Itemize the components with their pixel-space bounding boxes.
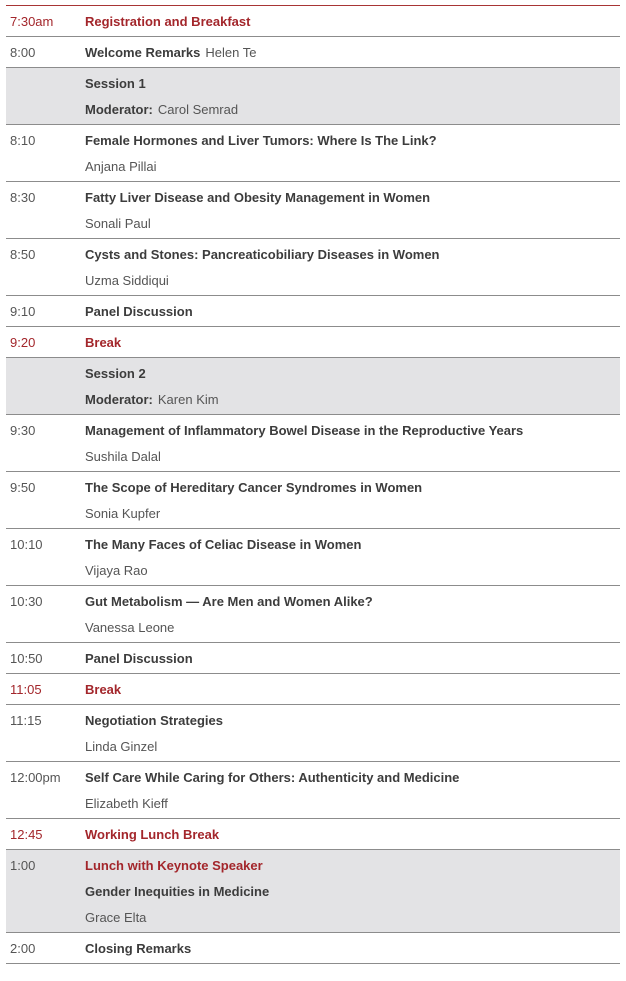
row-title-line	[85, 713, 223, 728]
agenda-row	[6, 125, 620, 182]
row-title-line	[85, 335, 121, 350]
row-title-line	[85, 537, 361, 552]
speaker-name: Sonia Kupfer	[85, 506, 161, 521]
agenda-row	[6, 586, 620, 643]
agenda-row	[6, 6, 620, 37]
row-title-line	[85, 304, 193, 319]
speaker-name: Vanessa Leone	[85, 620, 175, 635]
session-row	[6, 68, 620, 125]
moderator-name: Carol Semrad	[157, 102, 239, 117]
time-label: 10:50	[10, 651, 43, 666]
row-title-line	[85, 133, 437, 148]
agenda-row	[6, 529, 620, 586]
time-label: 11:05	[10, 682, 42, 697]
time-label: 9:20	[10, 335, 36, 350]
row-title-line	[85, 14, 250, 29]
speaker-name: Linda Ginzel	[85, 739, 158, 754]
agenda-row	[6, 819, 620, 850]
session-row	[6, 850, 620, 933]
time-label: 12:00pm	[10, 770, 61, 785]
talk-title: Self Care While Caring for Others: Authenticity and Medicine	[85, 770, 460, 785]
time-label: 8:50	[10, 247, 36, 262]
agenda-row	[6, 705, 620, 762]
agenda-row	[6, 296, 620, 327]
time-label: 10:10	[10, 537, 43, 552]
speaker-name: Grace Elta	[85, 910, 147, 925]
agenda-row	[6, 762, 620, 819]
talk-title: Registration and Breakfast	[85, 14, 251, 29]
agenda-row	[6, 182, 620, 239]
row-detail-line	[85, 392, 219, 407]
time-label: 12:45	[10, 827, 43, 842]
row-title-line	[85, 45, 256, 60]
time-label: 10:30	[10, 594, 43, 609]
talk-title: Lunch with Keynote Speaker	[85, 858, 263, 873]
agenda-row	[6, 37, 620, 68]
row-title-line	[85, 858, 263, 873]
talk-title: Management of Inflammatory Bowel Disease in the Reproductive Years	[85, 423, 524, 438]
session-row	[6, 358, 620, 415]
row-detail-line	[85, 563, 148, 578]
row-title-line	[85, 941, 191, 956]
agenda-row	[6, 674, 620, 705]
time-label: 9:10	[10, 304, 36, 319]
talk-title: The Many Faces of Celiac Disease in Women	[85, 537, 362, 552]
row-detail-line	[85, 884, 269, 899]
talk-title: Welcome Remarks	[85, 45, 201, 60]
row-title-line	[85, 827, 219, 842]
speaker-name: Vijaya Rao	[85, 563, 148, 578]
talk-title: Session 2	[85, 366, 146, 381]
row-title-line	[85, 190, 430, 205]
agenda-row	[6, 472, 620, 529]
speaker-name: Sonali Paul	[85, 216, 151, 231]
speaker-name: Anjana Pillai	[85, 159, 157, 174]
talk-title: Break	[85, 682, 122, 697]
row-detail-line	[85, 910, 146, 925]
row-title-line	[85, 247, 440, 262]
agenda-row	[6, 643, 620, 674]
talk-title: Negotiation Strategies	[85, 713, 223, 728]
agenda-row	[6, 933, 620, 964]
agenda-table	[6, 0, 620, 964]
row-title-line	[85, 594, 373, 609]
row-title-line	[85, 366, 146, 381]
time-label: 8:10	[10, 133, 36, 148]
talk-title: Break	[85, 335, 122, 350]
talk-title: Session 1	[85, 76, 146, 91]
talk-title: The Scope of Hereditary Cancer Syndromes in Women	[85, 480, 423, 495]
agenda-row	[6, 415, 620, 472]
time-label: 8:30	[10, 190, 36, 205]
moderator-label: Moderator:	[85, 102, 153, 117]
agenda-row	[6, 239, 620, 296]
talk-title: Gut Metabolism — Are Men and Women Alike?	[85, 594, 373, 609]
talk-title: Fatty Liver Disease and Obesity Management in Women	[85, 190, 431, 205]
speaker-name: Uzma Siddiqui	[85, 273, 169, 288]
row-detail-line	[85, 273, 169, 288]
row-title-line	[85, 770, 459, 785]
row-detail-line	[85, 739, 157, 754]
moderator-name: Karen Kim	[157, 392, 219, 407]
row-detail-line	[85, 796, 168, 811]
talk-title: Closing Remarks	[85, 941, 192, 956]
row-detail-line	[85, 506, 160, 521]
row-title-line	[85, 76, 146, 91]
row-title-line	[85, 480, 422, 495]
talk-title: Working Lunch Break	[85, 827, 220, 842]
time-label: 9:30	[10, 423, 36, 438]
row-detail-line	[85, 216, 151, 231]
talk-title: Panel Discussion	[85, 651, 193, 666]
talk-title: Panel Discussion	[85, 304, 193, 319]
row-detail-line	[85, 449, 161, 464]
time-label: 9:50	[10, 480, 36, 495]
row-detail-line	[85, 620, 174, 635]
time-label: 2:00	[10, 941, 36, 956]
time-label: 11:15	[10, 713, 42, 728]
row-title-line	[85, 423, 523, 438]
row-title-line	[85, 682, 121, 697]
speaker-name: Sushila Dalal	[85, 449, 161, 464]
row-detail-line	[85, 102, 238, 117]
talk-title: Gender Inequities in Medicine	[85, 884, 270, 899]
time-label: 7:30am	[10, 14, 54, 29]
speaker-name: Helen Te	[205, 45, 257, 60]
row-detail-line	[85, 159, 157, 174]
speaker-name: Elizabeth Kieff	[85, 796, 168, 811]
agenda-row	[6, 327, 620, 358]
row-title-line	[85, 651, 193, 666]
time-label: 1:00	[10, 858, 36, 873]
moderator-label: Moderator:	[85, 392, 153, 407]
talk-title: Cysts and Stones: Pancreaticobiliary Diseases in Women	[85, 247, 440, 262]
talk-title: Female Hormones and Liver Tumors: Where Is The Link?	[85, 133, 437, 148]
time-label: 8:00	[10, 45, 36, 60]
